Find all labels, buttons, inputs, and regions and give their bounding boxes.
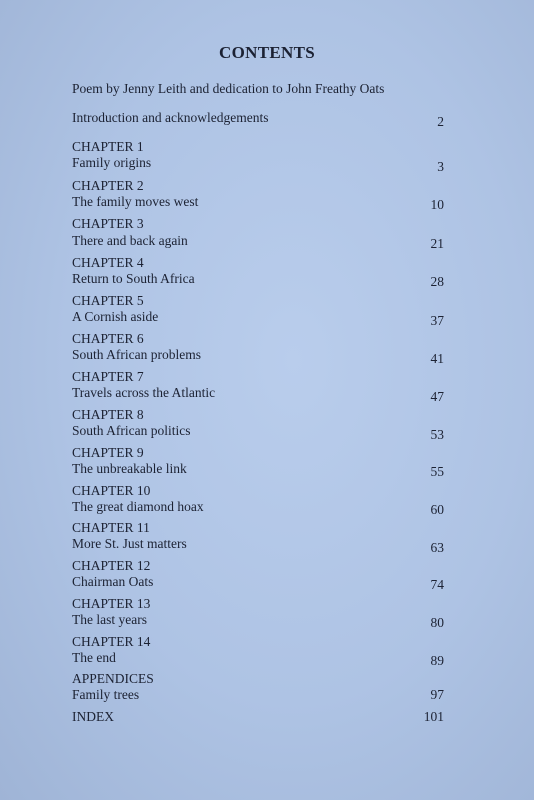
chapter-page: 60	[430, 502, 444, 517]
appendices-page: 97	[430, 687, 444, 702]
chapter-title: A Cornish aside	[72, 309, 159, 324]
chapter-page: 3	[437, 159, 444, 174]
chapter-heading: CHAPTER 1	[72, 139, 144, 154]
chapter-title: Travels across the Atlantic	[72, 385, 216, 400]
chapter-title: More St. Just matters	[72, 536, 187, 551]
chapter-heading: CHAPTER 10	[72, 483, 151, 498]
chapter-title: The unbreakable link	[72, 461, 187, 476]
poem-dedication-line: Poem by Jenny Leith and dedication to John Freathy Oats	[72, 81, 385, 96]
chapter-heading: CHAPTER 6	[72, 331, 144, 346]
chapter-page: 21	[430, 236, 444, 251]
chapter-title: South African politics	[72, 423, 191, 438]
chapter-title: The last years	[72, 612, 147, 627]
chapter-page: 74	[430, 577, 444, 592]
chapter-heading: CHAPTER 11	[72, 520, 150, 535]
intro-label: Introduction and acknowledgements	[72, 110, 269, 125]
page-title: CONTENTS	[219, 43, 315, 62]
chapter-heading: CHAPTER 13	[72, 596, 151, 611]
chapter-page: 10	[430, 197, 444, 212]
index-page: 101	[423, 709, 444, 724]
index-label: INDEX	[72, 709, 114, 724]
chapter-page: 53	[430, 427, 444, 442]
chapter-heading: CHAPTER 5	[72, 293, 144, 308]
chapter-heading: CHAPTER 14	[72, 634, 151, 649]
chapter-heading: CHAPTER 12	[72, 558, 151, 573]
chapter-page: 41	[430, 351, 444, 366]
appendices-heading: APPENDICES	[72, 671, 154, 686]
chapter-page: 28	[430, 274, 444, 289]
chapter-title: The end	[72, 650, 116, 665]
chapter-heading: CHAPTER 4	[72, 255, 144, 270]
chapter-page: 63	[430, 540, 444, 555]
chapter-heading: CHAPTER 7	[72, 369, 144, 384]
chapter-title: There and back again	[72, 233, 188, 248]
chapter-title: Return to South Africa	[72, 271, 195, 286]
chapter-page: 55	[430, 464, 444, 479]
chapter-page: 37	[430, 313, 444, 328]
chapter-title: South African problems	[72, 347, 201, 362]
chapter-title: The family moves west	[72, 194, 199, 209]
intro-page: 2	[437, 114, 444, 129]
chapter-page: 80	[430, 615, 444, 630]
chapter-page: 47	[430, 389, 444, 404]
chapter-heading: CHAPTER 9	[72, 445, 144, 460]
chapter-title: The great diamond hoax	[72, 499, 204, 514]
chapter-heading: CHAPTER 2	[72, 178, 144, 193]
chapter-page: 89	[430, 653, 444, 668]
appendices-title: Family trees	[72, 687, 140, 702]
chapter-title: Chairman Oats	[72, 574, 154, 589]
chapter-heading: CHAPTER 8	[72, 407, 144, 422]
chapter-heading: CHAPTER 3	[72, 216, 144, 231]
chapter-title: Family origins	[72, 155, 152, 170]
